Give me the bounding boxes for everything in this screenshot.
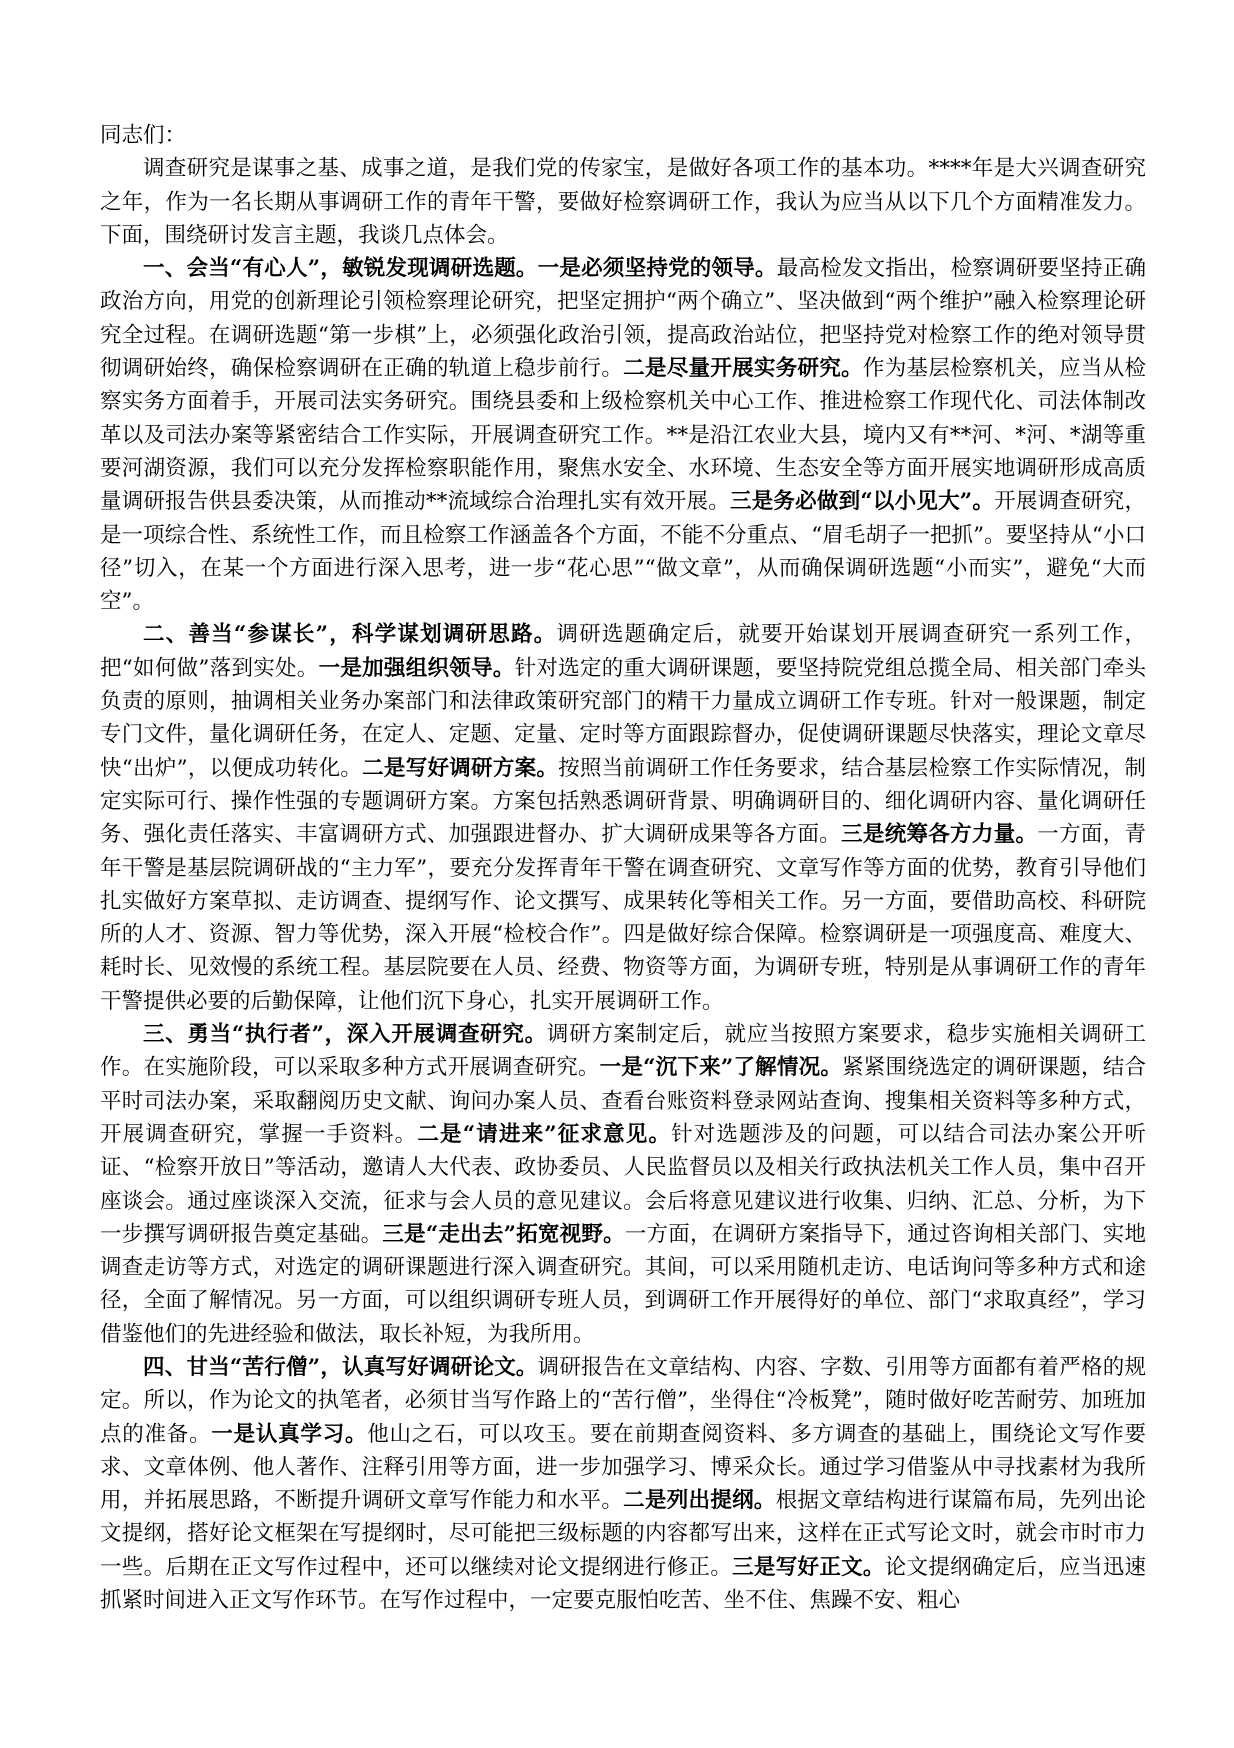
- bold-heading-run: 三、勇当“执行者”，深入开展调查研究。: [143, 1022, 547, 1048]
- bold-heading-run: 三是写好正文。: [732, 1554, 885, 1580]
- text-run: 调研报告在文章结构、内容、字数、引用等方面都有着严格的规定。所以，作为论文的执笔者，必须甘当写作路上的“苦行僧”，坐得住“冷板凳”，随时做好吃苦耐劳、加班加点的准备。: [100, 1354, 1146, 1447]
- bold-heading-run: 二是“请进来”征求意见。: [417, 1121, 672, 1147]
- document-body: [100, 152, 1146, 1617]
- bold-heading-run: 一是认真学习。: [211, 1421, 368, 1447]
- text-run: 针对选定的重大调研课题，要坚持院党组总揽全局、相关部门牵头负责的原则，抽调相关业务办案部门和法律政策研究部门的精干力量成立调研工作专班。针对一般课题，制定专门文件，量化调研任务，在定人、定题、定量、定时等方面跟踪督办，促使调研课题尽快落实，理论文章尽快“出炉”，以便成功转化。: [100, 655, 1146, 781]
- text-run: 一方面，在调研方案指导下，通过咨询相关部门、实地调查走访等方式，对选定的调研课题进行深入调查研究。其间，可以采用随机走访、电话询问等多种方式和途径，全面了解情况。另一方面，可以组织调研专班人员，到调研工作开展得好的单位、部门“求取真经”，学习借鉴他们的先进经验和做法，取长补短，为我所用。: [100, 1221, 1146, 1347]
- body-paragraph: [100, 1351, 1146, 1617]
- bold-heading-run: 三是“走出去”拓宽视野。: [382, 1221, 625, 1247]
- text-run: 开展调查研究，是一项综合性、系统性工作，而且检察工作涵盖各个方面，不能不分重点、“眉毛胡子一把抓”。要坚持从“小口径”切入，在某一个方面进行深入思考，进一步“花心思”“做文章”，从而确保调研选题“小而实”，避免“大而空”。: [100, 489, 1146, 615]
- body-paragraph: [100, 1018, 1146, 1351]
- greeting: 同志们：: [100, 123, 187, 148]
- text-run: 他山之石，可以攻玉。要在前期查阅资料、多方调查的基础上，围绕论文写作要求、文章体例、他人著作、注释引用等方面，进一步加强学习、博采众长。通过学习借鉴从中寻找素材为我所用，并拓展思路，不断提升调研文章写作能力和水平。: [100, 1421, 1146, 1514]
- text-run: 最高检发文指出，检察调研要坚持正确政治方向，用党的创新理论引领检察理论研究，把坚定拥护“两个确立”、坚决做到“两个维护”融入检察理论研究全过程。在调研选题“第一步棋”上，必须强化政治引领，提高政治站位，把坚持党对检察工作的绝对领导贯彻调研始终，确保检察调研在正确的轨道上稳步前行。: [100, 256, 1146, 382]
- body-paragraph: [100, 152, 1146, 252]
- text-run: 调研选题确定后，就要开始谋划开展调查研究一系列工作，把“如何做”落到实处。: [100, 622, 1146, 681]
- bold-heading-run: 四、甘当“苦行僧”，认真写好调研论文。: [143, 1354, 538, 1380]
- bold-heading-run: 一是“沉下来”了解情况。: [599, 1055, 843, 1081]
- text-run: 针对选题涉及的问题，可以结合司法办案公开听证、“检察开放日”等活动，邀请人大代表、政协委员、人民监督员以及相关行政执法机关工作人员，集中召开座谈会。通过座谈深入交流，征求与会人员的意见建议。会后将意见建议进行收集、归纳、汇总、分析，为下一步撰写调研报告奠定基础。: [100, 1121, 1146, 1247]
- text-run: 调研方案制定后，就应当按照方案要求，稳步实施相关调研工作。在实施阶段，可以采取多种方式开展调查研究。: [100, 1022, 1146, 1081]
- bold-heading-run: 三是统筹各方力量。: [841, 822, 1038, 848]
- text-run: 根据文章结构进行谋篇布局，先列出论文提纲，搭好论文框架在写提纲时，尽可能把三级标题的内容都写出来，这样在正式写论文时，就会市时市力一些。后期在正文写作过程中，还可以继续对论文提纲进行修正。: [100, 1488, 1146, 1580]
- bold-heading-run: 二、善当“参谋长”，科学谋划调研思路。: [143, 622, 557, 648]
- bold-heading-run: 一是加强组织领导。: [318, 655, 515, 681]
- text-run: 一方面，青年干警是基层院调研战的“主力军”，要充分发挥青年干警在调查研究、文章写作等方面的优势，教育引导他们扎实做好方案草拟、走访调查、提纲写作、论文撰写、成果转化等相关工作。另一方面，要借助高校、科研院所的人才、资源、智力等优势，深入开展“检校合作”。四是做好综合保障。检察调研是一项强度高、难度大、耗时长、见效慢的系统工程。基层院要在人员、经费、物资等方面，为调研专班，特别是从事调研工作的青年干警提供必要的后勤保障，让他们沉下身心，扎实开展调研工作。: [100, 822, 1146, 1014]
- text-run: 论文提纲确定后，应当迅速抓紧时间进入正文写作环节。在写作过程中，一定要克服怕吃苦、坐不住、焦躁不安、粗心: [100, 1554, 1146, 1614]
- bold-heading-run: 三是务必做到“以小见大”。: [729, 489, 995, 515]
- bold-heading-run: 二是尽量开展实务研究。: [623, 356, 863, 382]
- bold-heading-run: 一、会当“有心人”，敏锐发现调研选题。一是必须坚持党的领导。: [143, 256, 777, 282]
- bold-heading-run: 二是写好调研方案。: [362, 755, 559, 781]
- text-run: 作为基层检察机关，应当从检察实务方面着手，开展司法实务研究。围绕县委和上级检察机关中心工作、推进检察工作现代化、司法体制改革以及司法办案等紧密结合工作实际，开展调查研究工作。**是沿江农业大县，境内又有**河、*河、*湖等重要河湖资源，我们可以充分发挥检察职能作用，聚焦水安全、水环境、生态安全等方面开展实地调研形成高质量调研报告供县委决策，从而推动**流域综合治理扎实有效开展。: [100, 356, 1146, 515]
- body-paragraph: [100, 618, 1146, 1018]
- body-paragraph: [100, 252, 1146, 618]
- text-run: 按照当前调研工作任务要求，结合基层检察工作实际情况，制定实际可行、操作性强的专题调研方案。方案包括熟悉调研背景、明确调研目的、细化调研内容、量化调研任务、强化责任落实、丰富调研方式、加强跟进督办、扩大调研成果等各方面。: [100, 755, 1146, 848]
- text-run: 紧紧围绕选定的调研课题，结合平时司法办案，采取翻阅历史文献、询问办案人员、查看台账资料登录网站查询、搜集相关资料等多种方式，开展调查研究，掌握一手资料。: [100, 1055, 1146, 1147]
- text-run: 调查研究是谋事之基、成事之道，是我们党的传家宝，是做好各项工作的基本功。****年是大兴调查研究之年，作为一名长期从事调研工作的青年干警，要做好检察调研工作，我认为应当从以下几个方面精准发力。下面，围绕研讨发言主题，我谈几点体会。: [100, 156, 1146, 248]
- document-page: [100, 119, 1146, 1617]
- bold-heading-run: 二是列出提纲。: [623, 1488, 776, 1514]
